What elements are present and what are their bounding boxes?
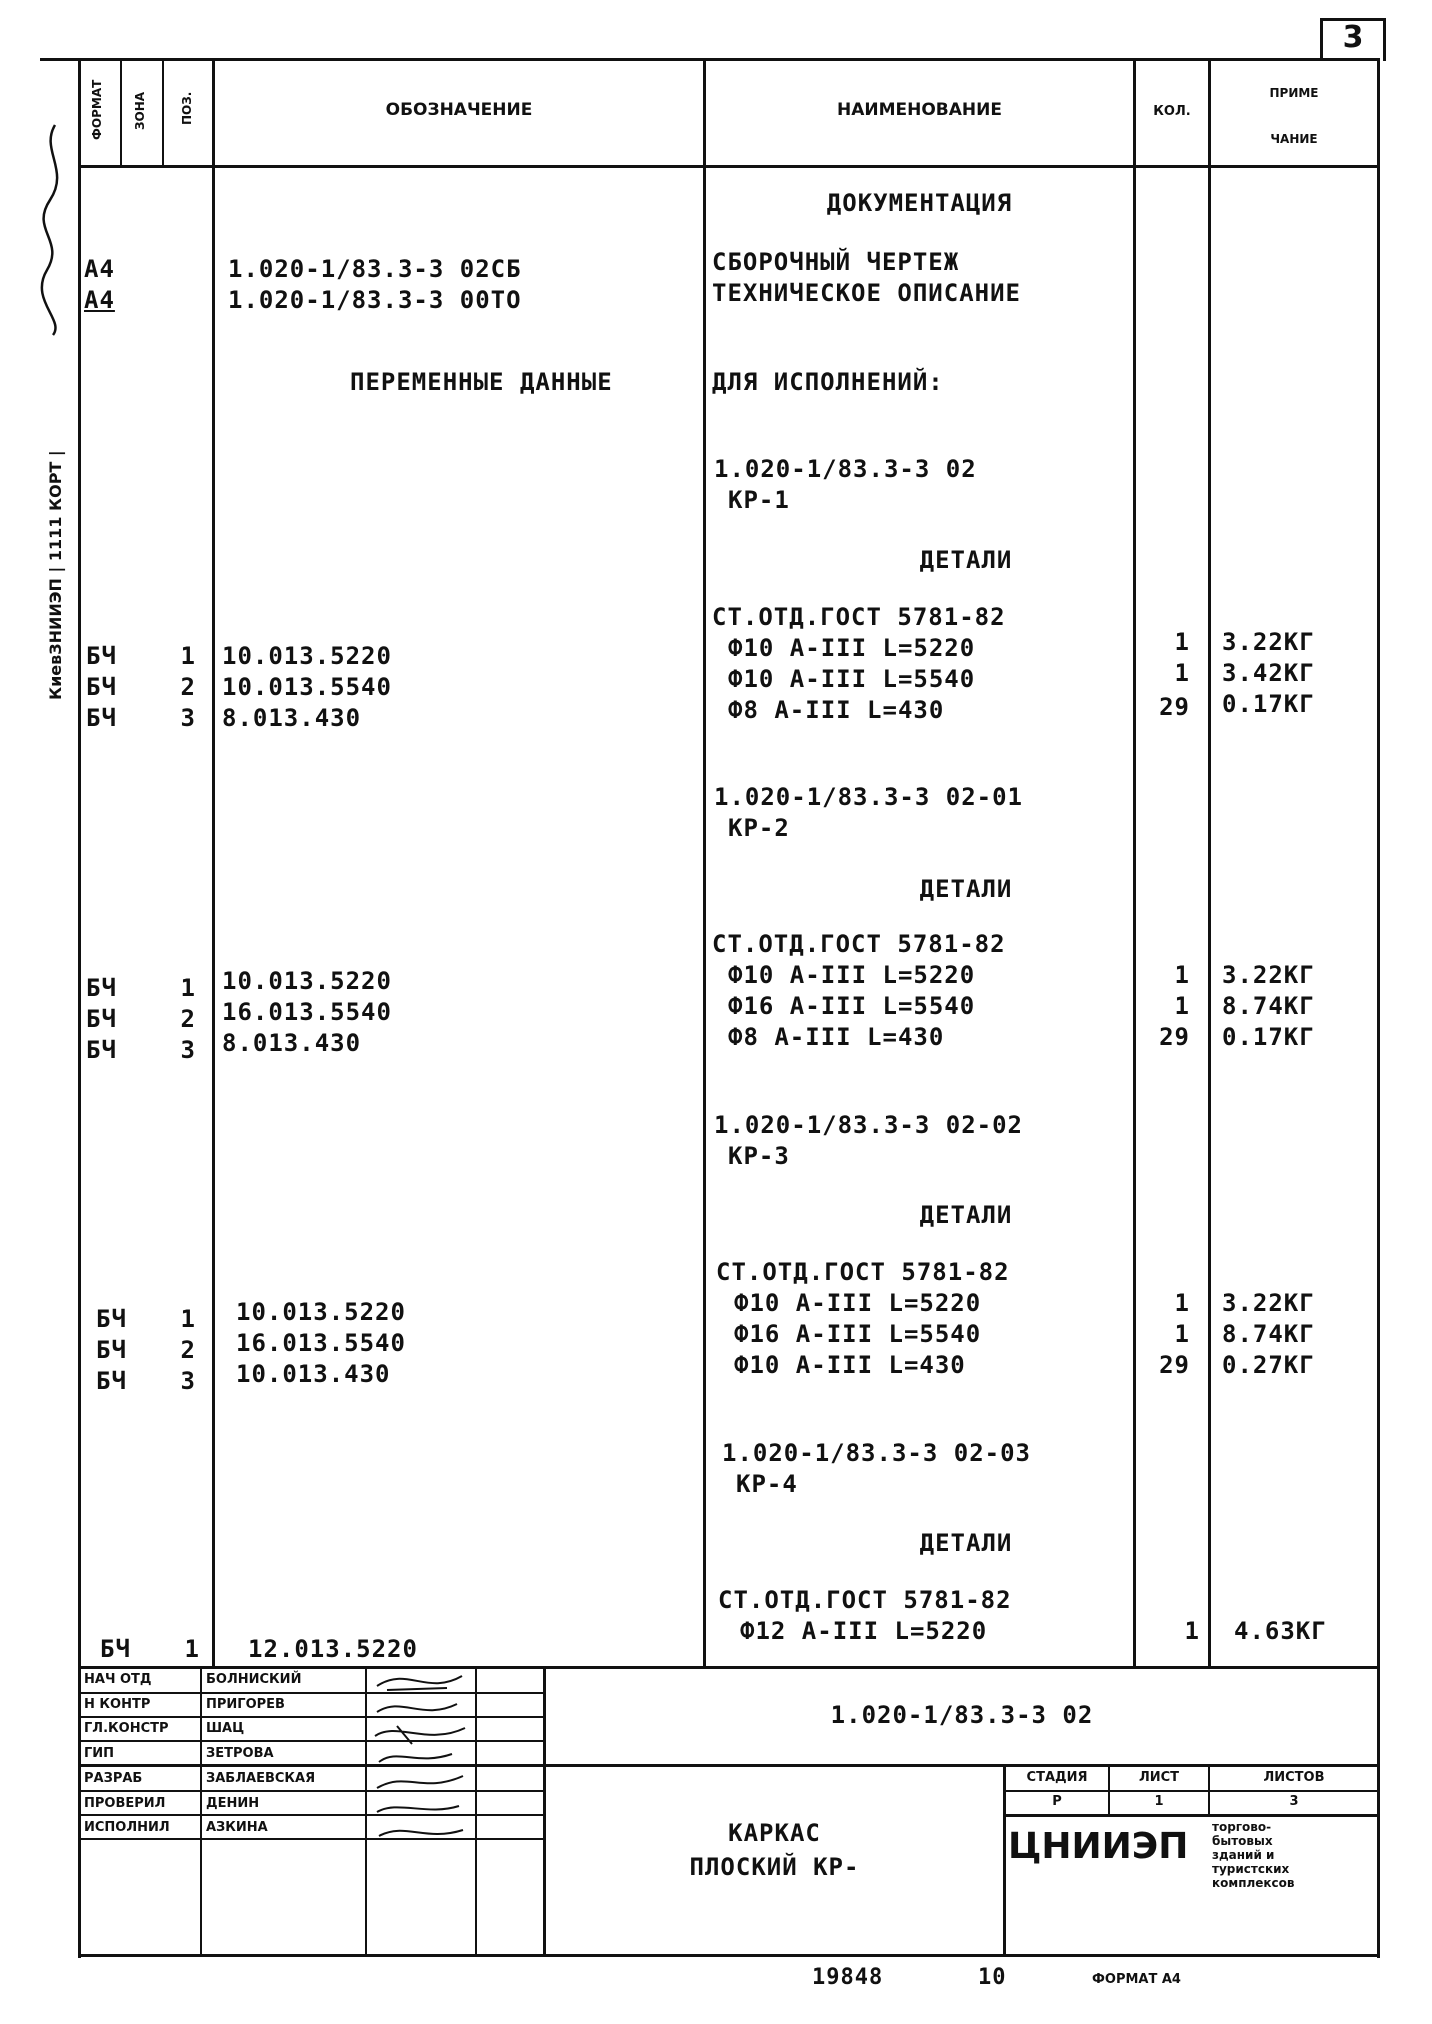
header-name: НАИМЕНОВАНИЕ (836, 100, 1002, 120)
v3-r1-zone: БЧ (96, 1305, 127, 1333)
role-5: РАЗРАБ (84, 1771, 143, 1786)
variant-4-details: ДЕТАЛИ (919, 1529, 1013, 1557)
v2-r3-note: 0.17КГ (1222, 1023, 1315, 1051)
variant-2-code: 1.020-1/83.3-3 02-01 (714, 783, 1023, 811)
tb-stage-row-2 (1003, 1814, 1378, 1817)
person-6: ДЕНИН (206, 1796, 260, 1811)
v1-r2-note: 3.42КГ (1222, 659, 1315, 687)
variables-right: ДЛЯ ИСПОЛНЕНИЙ: (712, 368, 944, 396)
v4-r1-note: 4.63КГ (1234, 1617, 1327, 1645)
v2-r1-name: Ф10 А-III L=5220 (728, 961, 976, 989)
v1-r1-zone: БЧ (86, 642, 117, 670)
variant-3-code: 1.020-1/83.3-3 02-02 (714, 1111, 1023, 1139)
tb-col-sign (475, 1666, 477, 1954)
tb-stage-row-1 (1003, 1790, 1378, 1792)
person-7: АЗКИНА (206, 1820, 268, 1835)
v2-r3-qty: 29 (1159, 1023, 1190, 1051)
header-zone: ЗОНА (133, 91, 147, 130)
v1-r1-qty: 1 (1174, 628, 1190, 656)
role-4: ГИП (84, 1746, 115, 1761)
header-designation: ОБОЗНАЧЕНИЕ (385, 100, 533, 120)
sheets-value: 3 (1289, 1794, 1299, 1809)
doc-row-1-designation: 1.020-1/83.3-3 02СБ (228, 255, 522, 283)
header-note-2: ЧАНИЕ (1270, 132, 1318, 146)
variant-3-name: КР-3 (728, 1142, 790, 1170)
v2-r2-note: 8.74КГ (1222, 992, 1315, 1020)
v1-r1-name: Ф10 А-III L=5220 (728, 634, 976, 662)
v2-r3-name: Ф8 А-III L=430 (728, 1023, 945, 1051)
v3-r3-pos: 3 (180, 1367, 196, 1395)
v1-r2-designation: 10.013.5540 (222, 673, 392, 701)
col-line-designation (703, 58, 706, 1668)
variant-2-name: КР-2 (728, 814, 790, 842)
signatures (367, 1666, 475, 1846)
v1-r3-name: Ф8 А-III L=430 (728, 696, 945, 724)
org-desc-5: комплексов (1212, 1876, 1295, 1890)
frame-top (40, 58, 1380, 61)
v3-r1-designation: 10.013.5220 (236, 1298, 406, 1326)
col-line-qty (1208, 58, 1211, 1668)
tb-bottom (78, 1954, 1378, 1957)
doc-row-2-name: ТЕХНИЧЕСКОЕ ОПИСАНИЕ (712, 279, 1021, 307)
sheet-label: ЛИСТ (1138, 1770, 1180, 1785)
side-strip-label: КиевЗНИИЭП | 1111 КОРТ | (46, 450, 65, 700)
v3-r2-designation: 16.013.5540 (236, 1329, 406, 1357)
footer-number: 10 (978, 1965, 1007, 1990)
person-2: ПРИГОРЕВ (206, 1697, 285, 1712)
v1-r1-designation: 10.013.5220 (222, 642, 392, 670)
signature-scribble (35, 120, 75, 344)
v1-r1-note: 3.22КГ (1222, 628, 1315, 656)
org-desc-4: туристских (1212, 1862, 1290, 1876)
person-4: ЗЕТРОВА (206, 1746, 274, 1761)
v4-r1-qty: 1 (1184, 1617, 1200, 1645)
org-name: ЦНИИЭП (1008, 1826, 1189, 1867)
header-qty: КОЛ. (1153, 104, 1191, 119)
doc-row-2-format: А4 (84, 286, 115, 314)
v2-r2-qty: 1 (1174, 992, 1190, 1020)
col-line-pos (212, 58, 215, 1668)
documentation-heading: ДОКУМЕНТАЦИЯ (826, 189, 1013, 217)
v1-r2-name: Ф10 А-III L=5540 (728, 665, 976, 693)
role-7: ИСПОЛНИЛ (84, 1820, 170, 1835)
v2-r1-qty: 1 (1174, 961, 1190, 989)
v1-r2-zone: БЧ (86, 673, 117, 701)
doc-row-2-designation: 1.020-1/83.3-3 00ТО (228, 286, 522, 314)
v3-r1-pos: 1 (180, 1305, 196, 1333)
v2-r2-name: Ф16 А-III L=5540 (728, 992, 976, 1020)
v3-r3-designation: 10.013.430 (236, 1360, 391, 1388)
role-1: НАЧ ОТД (84, 1672, 152, 1687)
variant-1-name: КР-1 (728, 486, 790, 514)
variant-2-standard: СТ.ОТД.ГОСТ 5781-82 (712, 930, 1006, 958)
role-6: ПРОВЕРИЛ (84, 1796, 166, 1811)
v4-r1-pos: 1 (184, 1635, 200, 1663)
variant-1-standard: СТ.ОТД.ГОСТ 5781-82 (712, 603, 1006, 631)
v1-r2-qty: 1 (1174, 659, 1190, 687)
v2-r3-designation: 8.013.430 (222, 1029, 362, 1057)
v3-r3-note: 0.27КГ (1222, 1351, 1315, 1379)
v2-r2-pos: 2 (180, 1005, 196, 1033)
tb-title-1: КАРКАС (728, 1819, 821, 1847)
v2-r3-zone: БЧ (86, 1036, 117, 1064)
v3-r2-pos: 2 (180, 1336, 196, 1364)
v3-r1-note: 3.22КГ (1222, 1289, 1315, 1317)
v2-r1-note: 3.22КГ (1222, 961, 1315, 989)
header-format: ФОРМАТ (90, 79, 104, 140)
v2-r3-pos: 3 (180, 1036, 196, 1064)
page-number: 3 (1342, 20, 1364, 55)
header-note-1: ПРИМЕ (1269, 86, 1319, 100)
v1-r2-pos: 2 (180, 673, 196, 701)
spec-bottom-line (78, 1666, 1378, 1669)
org-desc-1: торгово- (1212, 1820, 1272, 1834)
frame-left (78, 58, 81, 1958)
col-line-name (1133, 58, 1136, 1668)
v3-r2-zone: БЧ (96, 1336, 127, 1364)
variant-2-details: ДЕТАЛИ (919, 875, 1013, 903)
tb-col-role (200, 1666, 202, 1954)
v4-r1-name: Ф12 А-III L=5220 (740, 1617, 988, 1645)
v1-r3-note: 0.17КГ (1222, 690, 1315, 718)
variables-left: ПЕРЕМЕННЫЕ ДАННЫЕ (350, 368, 613, 396)
v3-r1-qty: 1 (1174, 1289, 1190, 1317)
tb-col-stage (1003, 1764, 1006, 1954)
role-3: ГЛ.КОНСТР (84, 1721, 169, 1736)
variant-4-name: КР-4 (736, 1470, 798, 1498)
role-2: Н КОНТР (84, 1697, 151, 1712)
variant-4-standard: СТ.ОТД.ГОСТ 5781-82 (718, 1586, 1012, 1614)
v1-r3-zone: БЧ (86, 704, 117, 732)
v4-r1-zone: БЧ (100, 1635, 131, 1663)
v1-r3-designation: 8.013.430 (222, 704, 362, 732)
variant-3-standard: СТ.ОТД.ГОСТ 5781-82 (716, 1258, 1010, 1286)
header-pos: ПОЗ. (180, 91, 194, 125)
variant-4-code: 1.020-1/83.3-3 02-03 (722, 1439, 1031, 1467)
v3-r2-qty: 1 (1174, 1320, 1190, 1348)
person-5: ЗАБЛАЕВСКАЯ (206, 1771, 316, 1786)
tb-line-3 (78, 1764, 1378, 1767)
v2-r1-zone: БЧ (86, 974, 117, 1002)
v4-r1-designation: 12.013.5220 (248, 1635, 418, 1663)
footer-inventory: 19848 (812, 1965, 884, 1990)
v2-r1-pos: 1 (180, 974, 196, 1002)
frame-right (1377, 58, 1380, 1958)
person-3: ШАЦ (206, 1721, 245, 1736)
v1-r3-qty: 29 (1159, 693, 1190, 721)
col-line-format (120, 58, 122, 165)
variant-1-details: ДЕТАЛИ (919, 546, 1013, 574)
v3-r3-name: Ф10 А-III L=430 (734, 1351, 966, 1379)
v3-r2-note: 8.74КГ (1222, 1320, 1315, 1348)
stage-value: Р (1052, 1794, 1062, 1809)
v2-r2-zone: БЧ (86, 1005, 117, 1033)
variant-1-code: 1.020-1/83.3-3 02 (714, 455, 977, 483)
doc-row-1-name: СБОРОЧНЫЙ ЧЕРТЕЖ (712, 248, 960, 276)
person-1: БОЛНИСКИЙ (206, 1672, 302, 1687)
tb-title-2: ПЛОСКИЙ КР- (689, 1853, 860, 1881)
v1-r1-pos: 1 (180, 642, 196, 670)
v2-r1-designation: 10.013.5220 (222, 967, 392, 995)
org-desc-3: зданий и (1212, 1848, 1275, 1862)
v3-r2-name: Ф16 А-III L=5540 (734, 1320, 982, 1348)
footer-format: ФОРМАТ А4 (1092, 1972, 1181, 1987)
variant-3-details: ДЕТАЛИ (919, 1201, 1013, 1229)
sheet-value: 1 (1154, 1794, 1164, 1809)
org-desc-2: бытовых (1212, 1834, 1273, 1848)
v3-r3-qty: 29 (1159, 1351, 1190, 1379)
v2-r2-designation: 16.013.5540 (222, 998, 392, 1026)
sheets-label: ЛИСТОВ (1263, 1770, 1325, 1785)
col-line-zone (162, 58, 164, 165)
tb-doc-code: 1.020-1/83.3-3 02 (830, 1701, 1094, 1729)
doc-row-1-format: А4 (84, 255, 115, 283)
stage-label: СТАДИЯ (1026, 1770, 1088, 1785)
header-bottom-line (78, 165, 1378, 168)
v3-r1-name: Ф10 А-III L=5220 (734, 1289, 982, 1317)
v1-r3-pos: 3 (180, 704, 196, 732)
v3-r3-zone: БЧ (96, 1367, 127, 1395)
